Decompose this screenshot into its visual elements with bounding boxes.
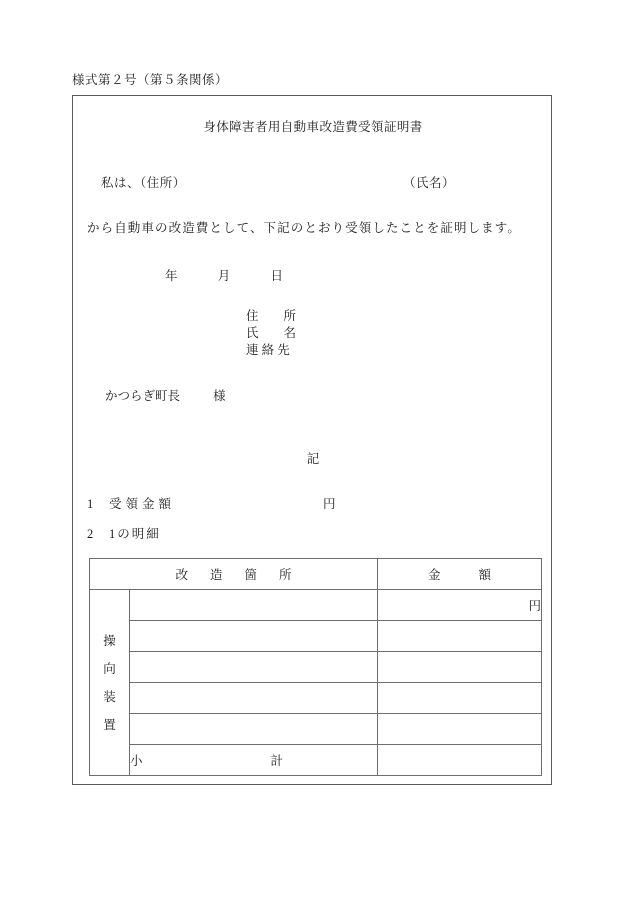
row-label-char-2: 向 [103,661,116,676]
subtotal-label [130,745,378,776]
addressee-recipient: かつらぎ町長 [105,389,181,403]
subtotal-label-first: 小 [130,754,143,768]
addressee-line [105,386,226,404]
header-modification-place: 改造箇所 [90,559,378,590]
cell-amount-1[interactable]: 円 [378,590,542,621]
cell-amount-2[interactable] [378,621,542,652]
addressee-honorific: 様 [213,389,226,403]
signature-block [246,308,296,359]
date-day-label: 日 [270,269,284,283]
document-frame [72,95,552,785]
signature-contact-label: 連 絡 先 [246,343,290,357]
table-header-row [90,559,542,590]
table-row [90,683,542,714]
date-line [165,266,283,284]
declaration-body-text: から自動車の改造費として、下記のとおり受領したことを証明します。 [87,221,521,235]
item-1-number: 1 [87,497,94,511]
table-row [90,652,542,683]
cell-place-1[interactable] [130,590,378,621]
form-number-label: 様式第２号（第５条関係） [72,73,229,87]
cell-amount-3[interactable] [378,652,542,683]
modification-detail-table [89,558,542,776]
declaration-line [101,173,541,191]
cell-place-4[interactable] [130,683,378,714]
item-1-row [87,494,537,512]
declaration-name-label: （氏名） [403,176,456,190]
row-label-steering-device [90,590,130,776]
table-row [90,621,542,652]
table-subtotal-row [90,745,542,776]
cell-place-3[interactable] [130,652,378,683]
cell-place-2[interactable] [130,621,378,652]
date-year-label: 年 [165,269,178,283]
ki-mark: 記 [306,452,320,466]
date-month-label: 月 [217,269,231,283]
row-label-char-4: 置 [103,717,116,732]
document-title: 身体障害者用自動車改造費受領証明書 [203,120,423,134]
declaration-address-label: 私は、（住所） [101,176,186,190]
item-1-unit: 円 [323,497,336,511]
table-row [90,714,542,745]
item-2-row [87,524,161,542]
item-2-label: 1の明細 [109,527,161,541]
item-2-number: 2 [87,527,94,541]
table-row [90,590,542,621]
row-label-char-3: 装 [103,689,116,704]
item-1-label: 受領金額 [109,497,176,511]
cell-amount-4[interactable] [378,683,542,714]
cell-place-5[interactable] [130,714,378,745]
row-label-char-1: 操 [103,633,116,648]
signature-name-label: 氏 名 [246,326,297,340]
subtotal-label-second: 計 [270,754,284,768]
signature-address-label: 住 所 [246,309,297,323]
header-amount: 金額 [378,559,542,590]
cell-amount-5[interactable] [378,714,542,745]
subtotal-amount[interactable] [378,745,542,776]
